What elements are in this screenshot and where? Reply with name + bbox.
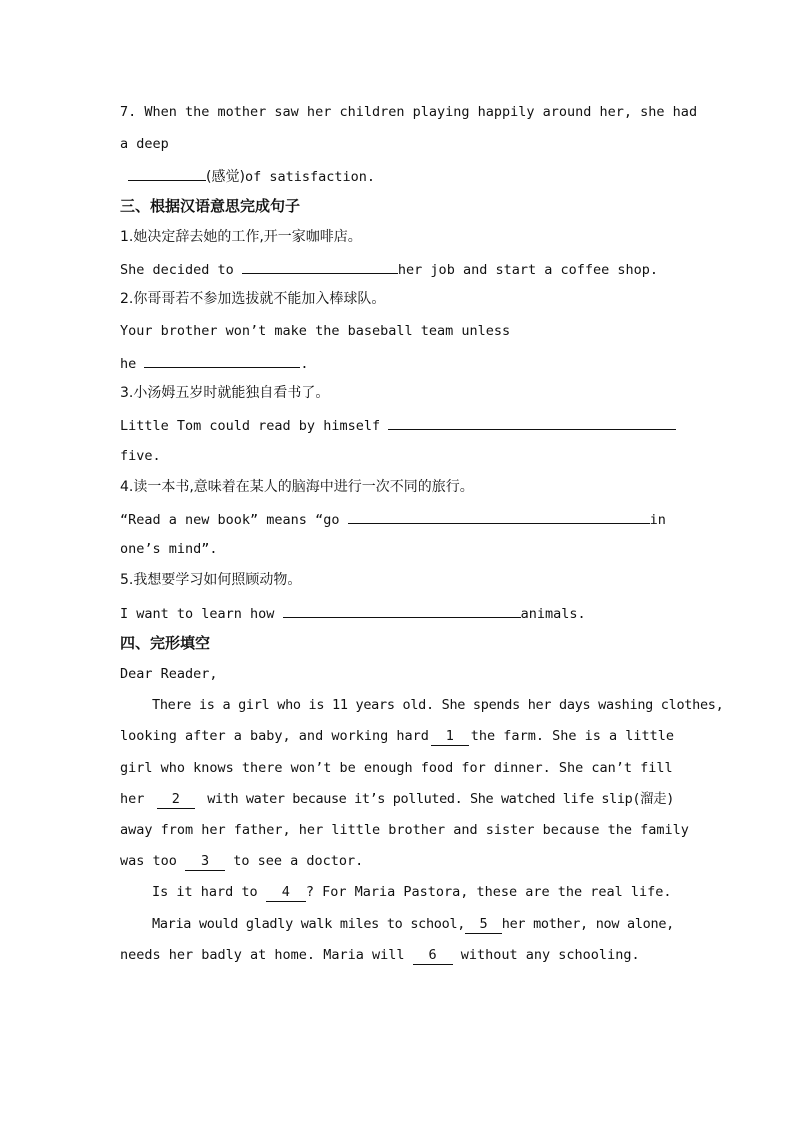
blank-6[interactable]: 6 [413,946,453,965]
s3-item-4-cn: 4.读一本书,意味着在某人的脑海中进行一次不同的旅行。 [120,479,474,495]
letter-greeting: Dear Reader, [120,666,218,682]
s3-item-4-blank[interactable] [348,509,650,524]
p1-line-1: There is a girl who is 11 years old. She spends her days washing clothes, [152,697,724,713]
s3-item-1-blank[interactable] [242,259,398,274]
q7-text: 7. When the mother saw her children playing happily around her, she had [120,104,698,120]
s3-item-3-cn: 3.小汤姆五岁时就能独自看书了。 [120,385,330,401]
q7-line-1 [120,103,698,121]
p1-line-3: girl who knows there won’t be enough food for dinner. She can’t fill [120,760,673,776]
p1-line-2: looking after a baby, and working hard 1 the farm. She is a little [120,728,674,744]
p2-line: Is it hard to 4 ? For Maria Pastora, these are the real life. [152,884,672,900]
p3-line-1: Maria would gladly walk miles to school, 5 her mother, now alone, [152,916,674,932]
blank-5[interactable]: 5 [465,915,502,934]
q7-answer-blank[interactable] [128,166,206,181]
q7-tail: of satisfaction. [244,169,375,185]
p1-line-5: away from her father, her little brother and sister because the family [120,822,689,838]
p1-line-6: was too 3 to see a doctor. [120,853,364,869]
p1-line-4: her 2 with water because it’s polluted. She watched life slip(溜走) [120,791,674,807]
s3-item-5-cn: 5.我想要学习如何照顾动物。 [120,572,302,588]
section-4-title: 四、完形填空 [120,634,211,652]
s3-item-2-cn: 2.你哥哥若不参加选拔就不能加入棒球队。 [120,291,386,307]
s3-item-5-blank[interactable] [283,603,521,618]
s3-item-2-en-2: he . [120,353,309,373]
blank-1[interactable]: 1 [431,727,469,746]
s3-item-2-blank[interactable] [144,353,300,368]
section-3-title: 三、根据汉语意思完成句子 [120,197,301,215]
s3-item-4-en-1: “Read a new book” means “go in [120,509,666,529]
s3-item-3-blank[interactable] [388,415,676,430]
blank-3[interactable]: 3 [185,852,225,871]
s3-item-5-en: I want to learn how animals. [120,603,586,623]
s3-item-1-en: She decided to her job and start a coffee shop. [120,259,658,279]
q7-line-3 [128,166,375,186]
blank-2[interactable]: 2 [157,790,195,809]
s3-item-3-en-1: Little Tom could read by himself [120,415,676,435]
blank-4[interactable]: 4 [266,883,306,902]
s3-item-4-en-2: one’s mind”. [120,541,218,557]
s3-item-1-cn: 1.她决定辞去她的工作,开一家咖啡店。 [120,229,362,245]
p3-line-2: needs her badly at home. Maria will 6 without any schooling. [120,947,640,963]
q7-hint: (感觉) [206,169,245,185]
q7-line-2: a deep [120,136,169,152]
s3-item-3-en-2: five. [120,448,161,464]
s3-item-2-en-1: Your brother won’t make the baseball team unless [120,323,511,339]
